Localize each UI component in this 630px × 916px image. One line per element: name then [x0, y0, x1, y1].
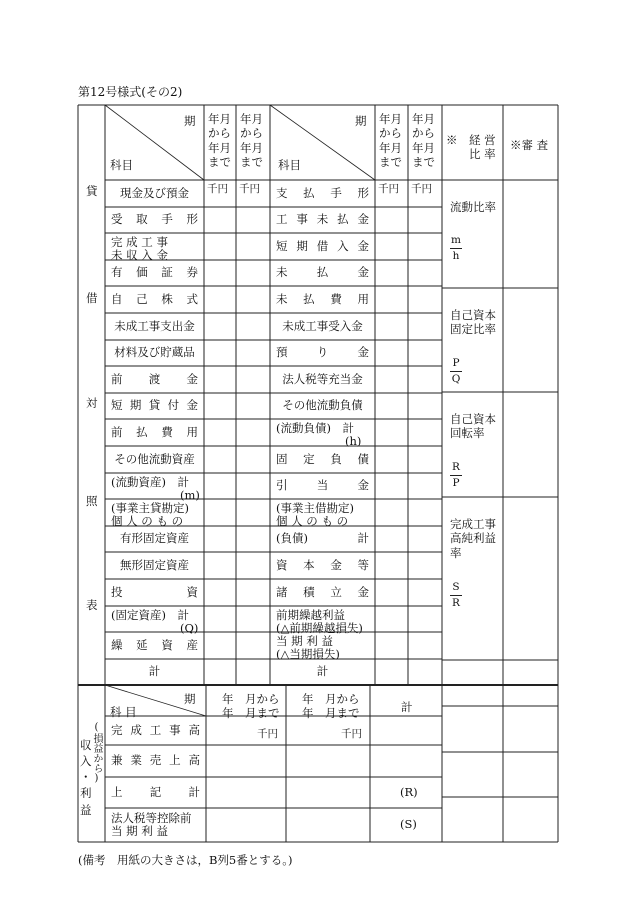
period-from-to: 年 月から 年 月まで: [302, 692, 360, 721]
income-total-label: 計: [401, 700, 413, 714]
income-total-mark: (R): [400, 785, 418, 799]
row-label: 完 成 工 事 未 収 入 金: [111, 235, 168, 262]
ratio-name: 流動比率: [450, 200, 496, 214]
row-label: 有形固定資産: [120, 531, 189, 545]
row-label: (流動資産) 計 (m): [111, 475, 200, 502]
row-label: 無形固定資産: [120, 558, 189, 572]
row-label: 短 期 貸 付 金: [111, 398, 198, 412]
row-label: 引 当 金: [276, 478, 369, 492]
row-label: 投 資: [111, 585, 198, 599]
unit-label: 千円: [378, 183, 399, 195]
income-title-paren: (損益から): [91, 722, 102, 784]
section-title-char: 貸: [86, 184, 98, 198]
row-label: 未 払 金: [276, 265, 369, 279]
footer-note: (備考 用紙の大きさは，B列5番とする。): [78, 853, 293, 867]
row-label: 預 り 金: [276, 345, 369, 359]
unit-label: 千円: [341, 728, 362, 740]
row-label: 諸 積 立 金: [276, 585, 369, 599]
subject-label: 科目: [278, 158, 301, 172]
row-label: その他流動資産: [114, 452, 195, 466]
row-label: 自 己 株 式: [111, 292, 198, 306]
income-row-label: 兼 業 売 上 高: [111, 753, 200, 767]
row-label: 当 期 利 益 (△当期損失): [276, 634, 340, 661]
ratio-name: 自己資本 固定比率: [450, 308, 496, 337]
row-label: (負債) 計: [276, 531, 369, 545]
row-label: その他流動負債: [282, 398, 363, 412]
row-label: (事業主借勘定) 個 人 の も の: [276, 501, 354, 528]
row-label: 材料及び貯蔵品: [114, 345, 195, 359]
period-label: 期: [355, 114, 367, 128]
ratio-name: 自己資本 回転率: [450, 412, 496, 441]
unit-label: 千円: [411, 183, 432, 195]
section-title-char: 照: [86, 494, 98, 508]
unit-label: 千円: [257, 728, 278, 740]
section-title-char: 借: [86, 291, 98, 305]
row-label: 計: [316, 664, 329, 678]
section-title-char: 表: [86, 598, 98, 612]
period-from-to: 年 月から 年 月まで: [222, 692, 280, 721]
period-from-to: 年月 から 年月 まで: [379, 112, 402, 170]
income-row-label: 上 記 計: [111, 785, 200, 799]
row-label: 短 期 借 入 金: [276, 239, 369, 253]
ratio-formula: $\frac{R}{P}$: [450, 462, 462, 488]
row-label: 工 事 未 払 金: [276, 212, 369, 226]
row-label: 有 価 証 券: [111, 265, 198, 279]
section-title-char: 対: [86, 396, 98, 410]
row-label: (事業主貸勘定) 個 人 の も の: [111, 501, 189, 528]
row-label: 前期繰越利益 (△前期繰越損失): [276, 608, 363, 635]
row-label: 未 払 費 用: [276, 292, 369, 306]
period-label: 期: [184, 114, 196, 128]
row-label: 資 本 金 等: [276, 558, 369, 572]
subject-label: 科目: [110, 158, 133, 172]
income-total-mark: (S): [400, 817, 417, 831]
row-label: 未成工事受入金: [282, 319, 363, 333]
row-label: 法人税等充当金: [282, 372, 363, 386]
shinsa-header: ※審 査: [510, 138, 549, 152]
unit-label: 千円: [207, 183, 228, 195]
income-title-char: ・: [80, 770, 92, 784]
period-from-to: 年月 から 年月 まで: [208, 112, 231, 170]
ratio-name: 完成工事 高純利益 率: [450, 517, 496, 560]
income-row-label: 法人税等控除前 当 期 利 益: [111, 811, 192, 838]
income-title-char: 益: [80, 803, 92, 817]
ratio-formula: $\frac{P}{Q}$: [451, 357, 461, 385]
income-row-label: 完 成 工 事 高: [111, 723, 200, 737]
ratio-formula: $\frac{m}{h}$: [451, 234, 461, 262]
period-label: 期: [184, 692, 196, 706]
keiei-hiritsu-header: ※ 経 営 比 率: [446, 133, 496, 161]
period-from-to: 年月 から 年月 まで: [412, 112, 435, 170]
row-label: 前 渡 金: [111, 372, 198, 386]
unit-label: 千円: [239, 183, 260, 195]
income-title-char: 収: [80, 738, 92, 752]
row-label: 固 定 負 債: [276, 452, 369, 466]
ratio-formula: $\frac{S}{R}$: [450, 582, 462, 608]
form-title: 第12号様式(その2): [78, 85, 183, 99]
row-label: 繰 延 資 産: [111, 638, 198, 652]
row-label: 前 払 費 用: [111, 425, 198, 439]
subject-label: 科 目: [110, 705, 137, 719]
income-title-char: 利: [80, 786, 92, 800]
row-label: 現金及び預金: [120, 186, 189, 200]
row-label: 支 払 手 形: [276, 186, 369, 200]
row-label: 未成工事支出金: [114, 319, 195, 333]
row-label: 計: [148, 664, 161, 678]
row-label: (固定資産) 計 (Q): [111, 608, 199, 635]
row-label: 受 取 手 形: [111, 212, 198, 226]
row-label: (流動負債) 計 (h): [276, 421, 362, 448]
period-from-to: 年月 から 年月 まで: [240, 112, 263, 170]
income-title-char: 入: [80, 754, 92, 768]
